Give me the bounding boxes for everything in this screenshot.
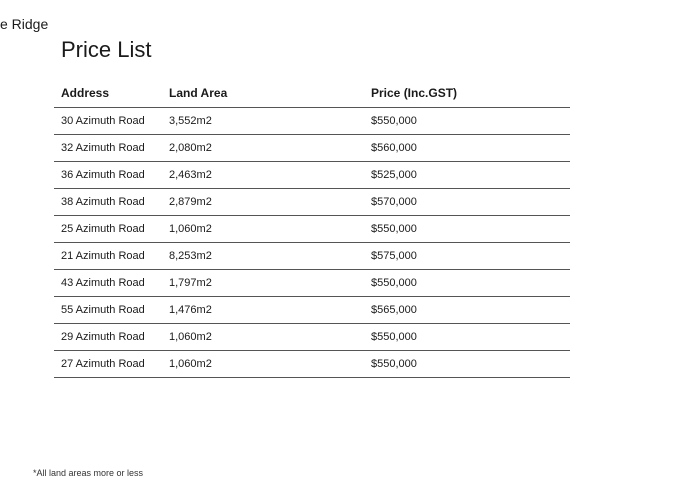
cell-address: 29 Azimuth Road	[54, 324, 162, 351]
cell-price: $525,000	[364, 162, 570, 189]
cell-land-area: 1,060m2	[162, 324, 364, 351]
cell-price: $570,000	[364, 189, 570, 216]
cell-address: 27 Azimuth Road	[54, 351, 162, 378]
cell-address: 21 Azimuth Road	[54, 243, 162, 270]
table-header	[54, 79, 570, 108]
cell-price: $550,000	[364, 270, 570, 297]
cell-price: $550,000	[364, 351, 570, 378]
table-row	[54, 243, 570, 270]
table-row	[54, 135, 570, 162]
header-land-area: Land Area	[162, 79, 364, 108]
cell-price: $565,000	[364, 297, 570, 324]
cell-address: 30 Azimuth Road	[54, 108, 162, 135]
cell-address: 43 Azimuth Road	[54, 270, 162, 297]
cell-price: $575,000	[364, 243, 570, 270]
page-title: Price List	[61, 37, 152, 62]
cell-land-area: 1,797m2	[162, 270, 364, 297]
cell-price: $550,000	[364, 324, 570, 351]
table-row	[54, 351, 570, 378]
header-address: Address	[54, 79, 162, 108]
cell-price: $550,000	[364, 216, 570, 243]
cell-land-area: 8,253m2	[162, 243, 364, 270]
table-row	[54, 297, 570, 324]
cell-price: $560,000	[364, 135, 570, 162]
table-body	[54, 108, 570, 378]
table-row	[54, 216, 570, 243]
cell-land-area: 2,879m2	[162, 189, 364, 216]
table-row	[54, 189, 570, 216]
cell-address: 25 Azimuth Road	[54, 216, 162, 243]
table-row	[54, 270, 570, 297]
cell-land-area: 1,476m2	[162, 297, 364, 324]
table-row	[54, 324, 570, 351]
header-price: Price (Inc.GST)	[364, 79, 570, 108]
cell-land-area: 1,060m2	[162, 216, 364, 243]
table-row	[54, 108, 570, 135]
cell-address: 36 Azimuth Road	[54, 162, 162, 189]
price-table	[54, 79, 570, 378]
cell-address: 38 Azimuth Road	[54, 189, 162, 216]
table-row	[54, 162, 570, 189]
brand-logo-text: e Ridge	[0, 16, 49, 32]
cell-land-area: 2,463m2	[162, 162, 364, 189]
cell-address: 32 Azimuth Road	[54, 135, 162, 162]
cell-address: 55 Azimuth Road	[54, 297, 162, 324]
cell-land-area: 2,080m2	[162, 135, 364, 162]
cell-land-area: 1,060m2	[162, 351, 364, 378]
cell-price: $550,000	[364, 108, 570, 135]
table-header-row	[54, 79, 570, 108]
cell-land-area: 3,552m2	[162, 108, 364, 135]
footnote: *All land areas more or less	[33, 468, 144, 478]
